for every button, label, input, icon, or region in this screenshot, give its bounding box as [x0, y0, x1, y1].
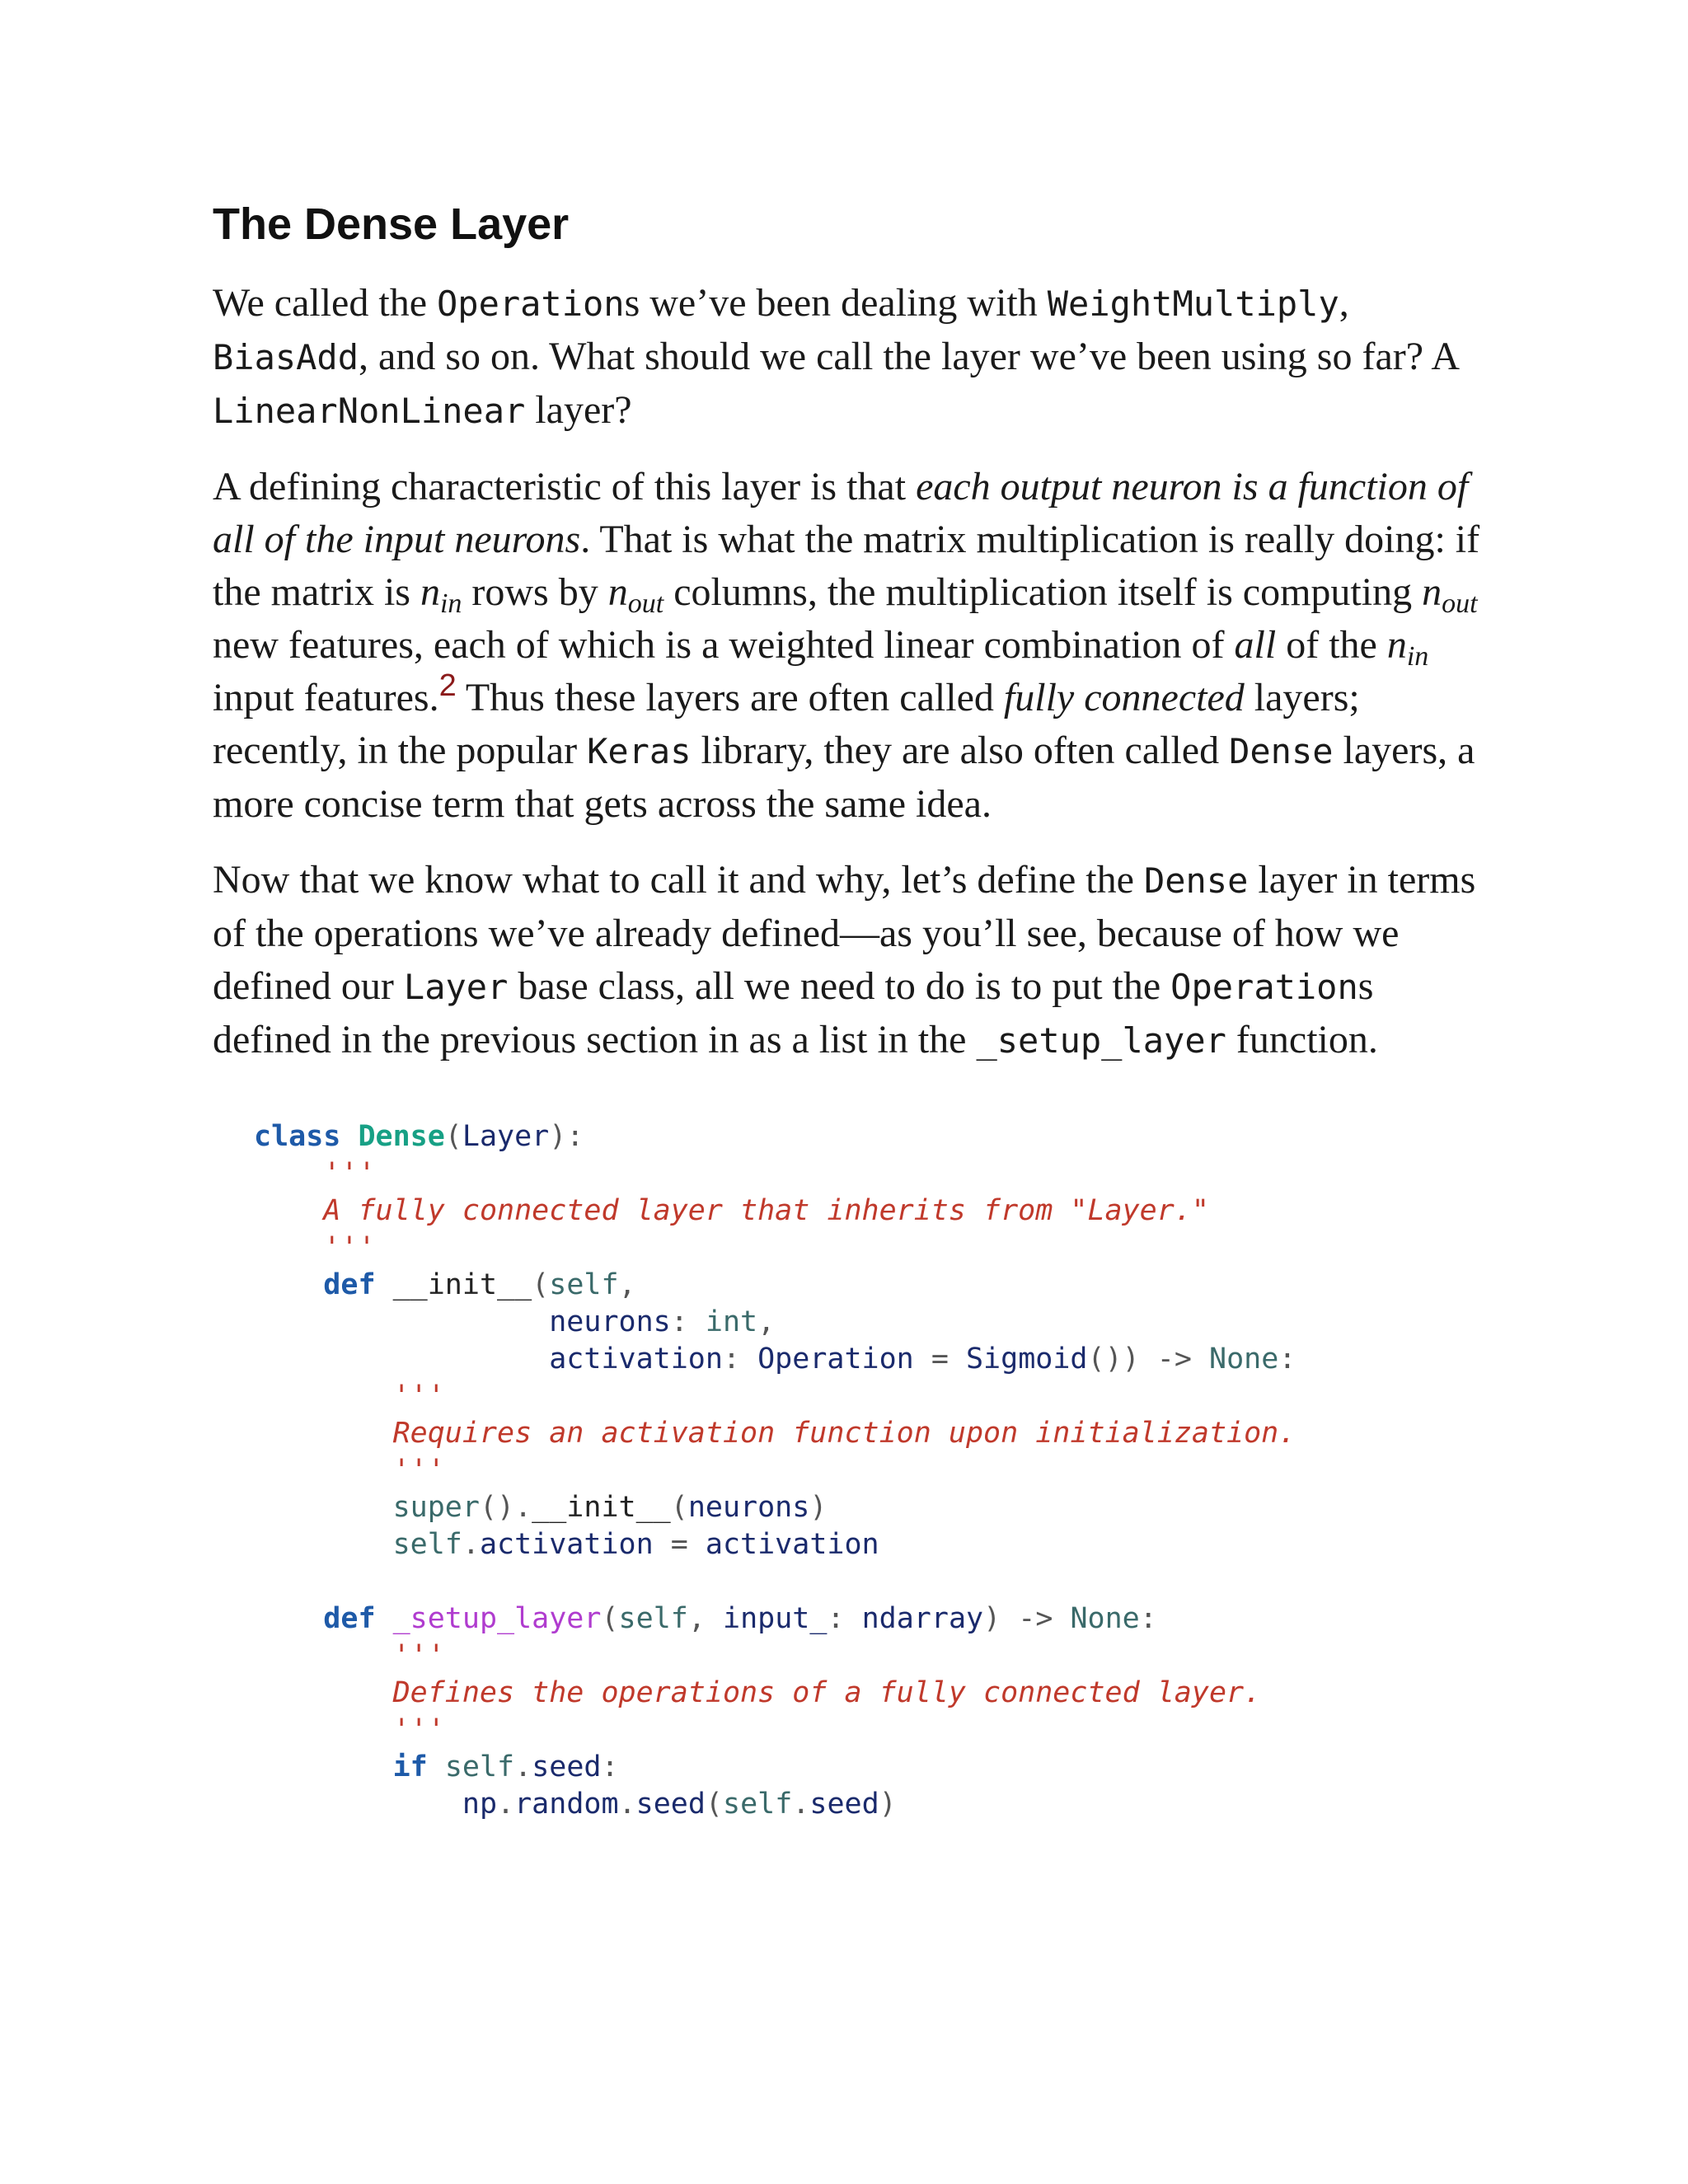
code-line: ''' [392, 1713, 445, 1746]
code-line: ''' [392, 1639, 445, 1672]
code-line: ''' [392, 1380, 445, 1413]
paragraph-3: Now that we know what to call it and why, let’s define the Dense layer in terms of the operations we’ve already defined—as you’ll see, because of how we defined our Layer base class, all we need to do is to put the Operations defined in the previous section in as a list in the _setup_layer function. [213, 858, 1476, 1062]
code-linearnonlinear: LinearNonLinear [213, 391, 526, 431]
paragraph-2: A defining characteristic of this layer is that each output neuron is a function of all of the input neurons. That is what the matrix multiplication is really doing: if the matrix is $n_{in}$ rows by $n_{out}$ columns, the multiplication itself is computing $n_{out}$ new features, each of which is a weighted linear combination of all of the $n_{in}$ input features.$^2$ Thus these layers are often called fully connected layers; recently, in the popular Keras library, they are also often called Dense layers, a more concise term that gets across the same idea. [213, 465, 1480, 826]
math-n-out: $n_{out}$ [1422, 570, 1478, 619]
footnote-link[interactable]: 2 [438, 668, 457, 703]
code-line: np.random.seed(self.seed) [462, 1788, 897, 1821]
emphasis-output-neuron: each output neuron is a function of all of the input neurons [213, 465, 1469, 561]
code-line: neurons: int, [549, 1305, 776, 1338]
code-dense: Dense [1143, 860, 1249, 901]
code-operation: Operation [437, 284, 625, 324]
code-weightmultiply: WeightMultiply [1047, 284, 1339, 324]
code-layer: Layer [403, 967, 509, 1007]
code-line: if self.seed: [392, 1750, 619, 1783]
code-line: ''' [392, 1454, 445, 1487]
code-line: ''' [323, 1231, 376, 1264]
code-block [254, 1118, 1482, 1823]
emphasis-all: all [1234, 623, 1277, 667]
code-line: def _setup_layer(self, input_: ndarray) -> None: [323, 1602, 1157, 1635]
code-operation: Operation [1170, 967, 1358, 1007]
code-line: activation: Operation = Sigmoid()) -> None: [549, 1343, 1296, 1376]
code-line: class Dense(Layer): [254, 1120, 584, 1153]
code-line: A fully connected layer that inherits from "Layer." [323, 1194, 1209, 1227]
code-line: super().__init__(neurons) [392, 1491, 828, 1524]
code-setup-layer: _setup_layer [976, 1020, 1226, 1061]
code-line: Defines the operations of a fully connected layer. [392, 1676, 1262, 1709]
section-title: The Dense Layer [213, 199, 570, 249]
code-line [254, 1563, 1482, 1601]
math-n-in: $n_{in}$ [1386, 623, 1429, 672]
math-n-in: $n_{in}$ [420, 570, 462, 619]
code-line: Requires an activation function upon initialization. [392, 1417, 1296, 1450]
page-content [213, 194, 1482, 1823]
math-n-out: $n_{out}$ [607, 570, 664, 619]
code-keras: Keras [587, 731, 692, 771]
code-line: self.activation = activation [392, 1528, 879, 1561]
emphasis-fully-connected: fully connected [1003, 676, 1245, 719]
paragraph-1: We called the Operations we’ve been dealing with WeightMultiply, BiasAdd, and so on. What should we call the layer we’ve been using so far? A LinearNonLinear layer? [213, 281, 1458, 432]
code-line: ''' [323, 1157, 376, 1190]
code-dense: Dense [1229, 731, 1334, 771]
code-line: def __init__(self, [323, 1268, 636, 1301]
code-biasadd: BiasAdd [213, 337, 359, 377]
